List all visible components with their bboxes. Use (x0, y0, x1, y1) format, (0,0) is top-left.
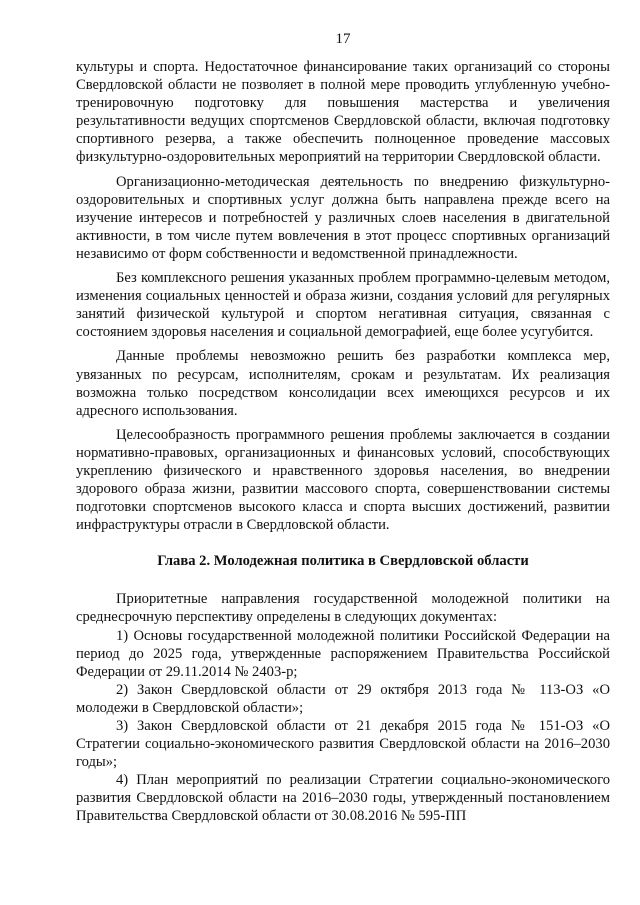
list-item-4: 4) План мероприятий по реализации Стратегии социально-экономического развития Свердловской области на 2016–2030 годы, утвержденный постановлением Правительства Свердловской области от 30.08.2016 № 595-ПП (76, 772, 610, 825)
paragraph-5: Целесообразность программного решения проблемы заключается в создании нормативно-правовых, организационных и финансовых условий, способствующих укреплению физического и нравственного здоровья населения, во внедрении здорового образа жизни, развитии массового спорта, совершенствовании системы подготовки спортсменов высокого класса и спорта высших достижений, развитии инфраструктуры отрасли в Свердловской области. (76, 426, 610, 534)
list-item-2: 2) Закон Свердловской области от 29 октября 2013 года № 113-ОЗ «О молодежи в Свердловской области»; (76, 681, 610, 716)
paragraph-4: Данные проблемы невозможно решить без разработки комплекса мер, увязанных по ресурсам, исполнителям, срокам и результатам. Их реализация возможна только посредством консолидации всех имеющихся ресурсов и их адресного использования. (76, 348, 610, 419)
list-item-3: 3) Закон Свердловской области от 21 декабря 2015 года № 151-ОЗ «О Стратегии социально-экономического развития Свердловской области на 2016–2030 годы»; (76, 718, 610, 771)
paragraph-3: Без комплексного решения указанных проблем программно-целевым методом, изменения социальных ценностей и образа жизни, создания условий для регулярных занятий физической культурой и спортом негативная ситуация, связанная с состоянием здоровья населения и социальной демографией, еще более усугубится. (76, 270, 610, 341)
page-number: 17 (335, 31, 351, 47)
paragraph-1: культуры и спорта. Недостаточное финансирование таких организаций со стороны Свердловской области не позволяет в полной мере проводить углубленную учебно-тренировочную подготовку для повышения мастерства и увеличения результативности ведущих спортсменов Свердловской области, включая подготовку спортивного резерва, а также обеспечить полноценное проведение массовых физкультурно-оздоровительных мероприятий на территории Свердловской области. (76, 59, 610, 166)
paragraph-6: Приоритетные направления государственной молодежной политики на среднесрочную перспективу определены в следующих документах: (76, 591, 610, 626)
paragraph-2: Организационно-методическая деятельность по внедрению физкультурно-оздоровительных и спортивных услуг должна быть направлена прежде всего на изучение интересов и потребностей у различных слоев населения в двигательной активности, в том числе путем вовлечения в этот процесс спортивных организаций независимо от форм собственности и ведомственной принадлежности. (76, 173, 610, 262)
chapter-heading: Глава 2. Молодежная политика в Свердловской области (157, 553, 529, 570)
document-page (76, 30, 610, 826)
list-item-1: 1) Основы государственной молодежной политики Российской Федерации на период до 2025 года, утвержденные распоряжением Правительства Российской Федерации от 29.11.2014 № 2403-р; (76, 627, 610, 680)
